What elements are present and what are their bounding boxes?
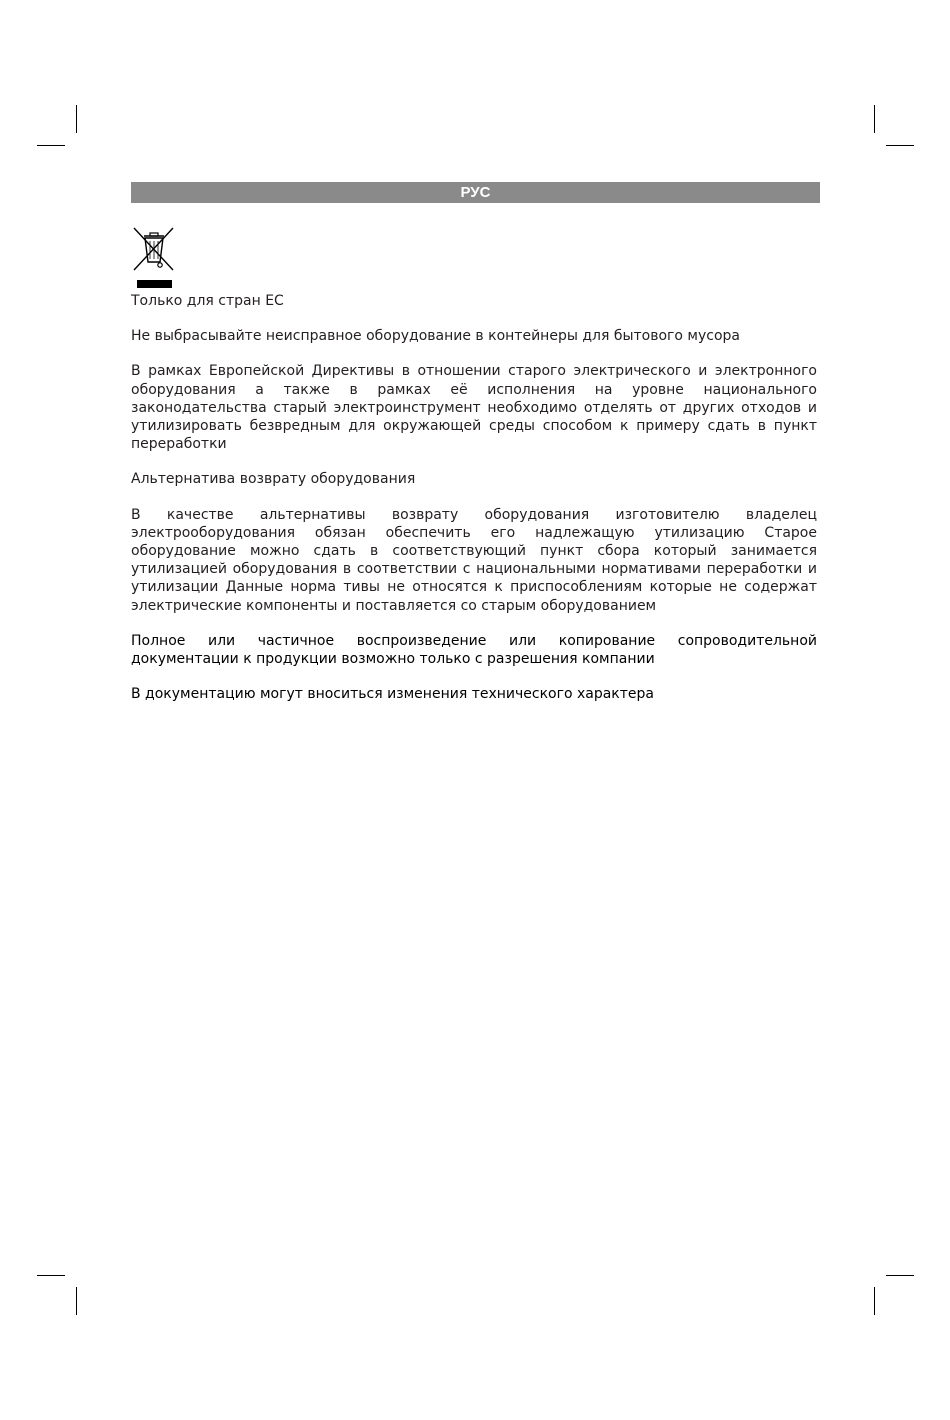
language-header-bar bbox=[131, 182, 820, 203]
language-label: РУС bbox=[460, 184, 491, 201]
eu-only-note: Только для стран ЕС bbox=[131, 293, 284, 309]
crop-mark bbox=[76, 105, 77, 133]
household-waste-warning: Не выбрасывайте неисправное оборудование в контейнеры для бытового мусора bbox=[131, 328, 741, 345]
crossed-out-wheelie-bin-icon bbox=[131, 226, 175, 290]
crop-mark bbox=[37, 1275, 65, 1276]
crop-mark bbox=[886, 145, 914, 146]
alternative-paragraph: В качестве альтернативы возврату оборудования изготовителю владелец электрооборудования обязан обеспечить его надлежащую утилизацию Старое оборудование можно сдать в соответствующий пункт сбора который занимается утилизацией оборудования в соответствии с национальными нормативами переработки и утилизации Данные норма тивы не относятся к приспособлениям которые не содержат электрические компоненты и поставляется со старым оборудованием bbox=[131, 506, 817, 614]
document-body bbox=[131, 292, 817, 703]
crop-mark bbox=[37, 145, 65, 146]
directive-paragraph: В рамках Европейской Директивы в отношении старого электрического и электронного оборудования а также в рамках её исполнения на уровне национального законодательства старый электроинструмент необходимо отделять от других отходов и утилизировать безвредным для окружающей среды способом к примеру сдать в пункт переработки bbox=[131, 363, 817, 453]
crop-mark bbox=[874, 1287, 875, 1315]
crop-mark bbox=[874, 105, 875, 133]
copyright-notice: Полное или частичное воспроизведение или копирование сопроводительной документации к продукции возможно только с разрешения компании bbox=[131, 632, 817, 668]
alternative-heading: Альтернатива возврату оборудования bbox=[131, 471, 416, 488]
changes-notice: В документацию могут вноситься изменения технического характера bbox=[131, 686, 654, 703]
crop-mark bbox=[886, 1275, 914, 1276]
crop-mark bbox=[76, 1287, 77, 1315]
